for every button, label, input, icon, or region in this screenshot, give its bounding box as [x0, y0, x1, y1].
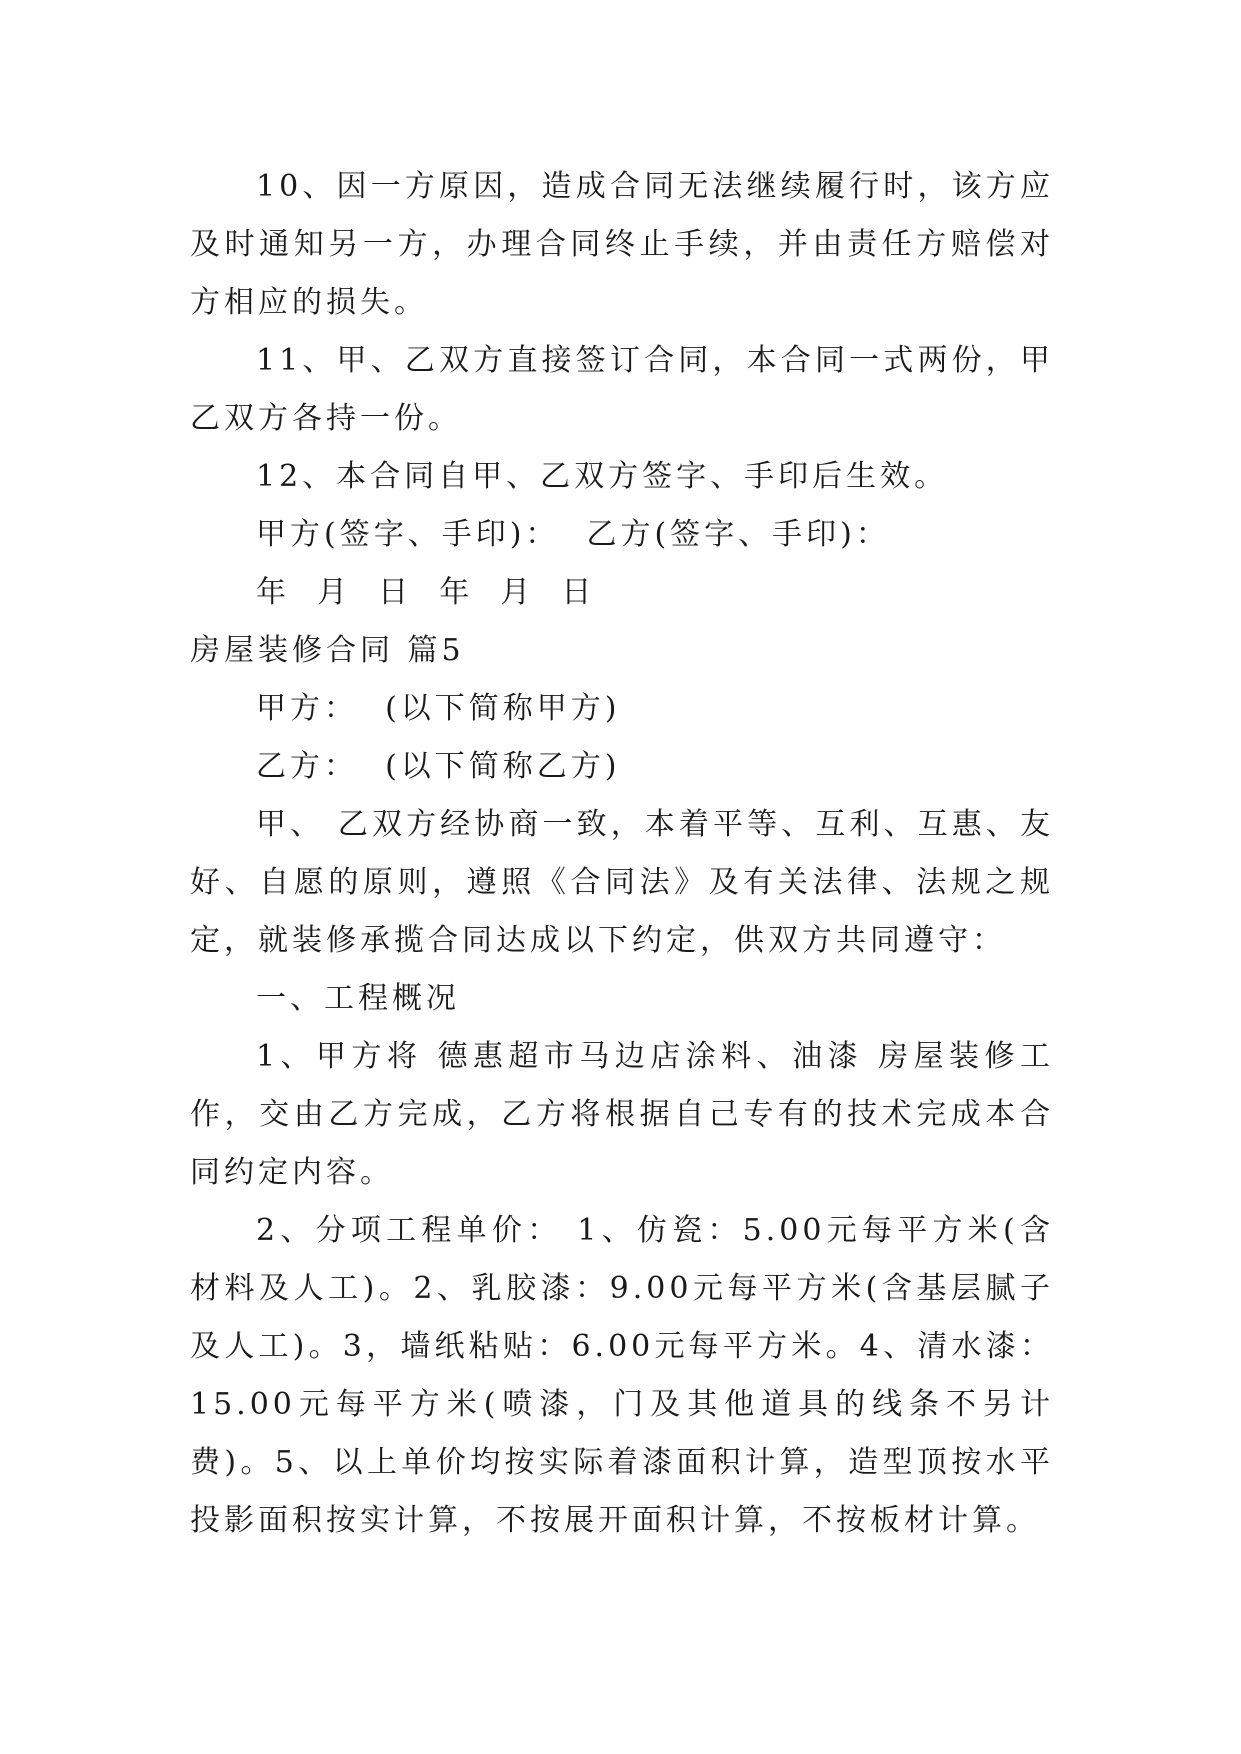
intro-paragraph: 甲、 乙双方经协商一致，本着平等、互利、互惠、友好、自愿的原则，遵照《合同法》及有关法律、法规之规定，就装修承揽合同达成以下约定，供双方共同遵守：: [190, 807, 1054, 958]
section-heading-1: 一、工程概况: [256, 981, 460, 1016]
clause-10: 10、因一方原因，造成合同无法继续履行时，该方应及时通知另一方，办理合同终止手续，并由责任方赔偿对方相应的损失。: [190, 169, 1054, 320]
signature-line: 甲方(签字、手印)： 乙方(签字、手印)：: [256, 517, 890, 552]
clause-12: 12、本合同自甲、乙双方签字、手印后生效。: [256, 459, 949, 494]
party-b-line: 乙方： (以下简称乙方): [256, 749, 621, 784]
date-line: 年 月 日 年 月 日: [256, 575, 596, 610]
party-a-line: 甲方： (以下简称甲方): [256, 691, 621, 726]
document-body: [190, 158, 1054, 1550]
item-2-paragraph: 2、分项工程单价： 1、仿瓷：5.00元每平方米(含材料及人工)。2、乳胶漆：9.00元每平方米(含基层腻子及人工)。3，墙纸粘贴：6.00元每平方米。4、清水漆：15.00元每平方米(喷漆，门及其他道具的线条不另计费)。5、以上单价均按实际着漆面积计算，造型顶按水平投影面积按实计算，不按展开面积计算，不按板材计算。: [190, 1213, 1054, 1538]
section-title: 房屋装修合同 篇5: [190, 633, 465, 668]
item-1-paragraph: 1、甲方将 德惠超市马边店涂料、油漆 房屋装修工作，交由乙方完成，乙方将根据自己专有的技术完成本合同约定内容。: [190, 1039, 1054, 1190]
clause-11: 11、甲、乙双方直接签订合同，本合同一式两份，甲乙双方各持一份。: [190, 343, 1054, 436]
